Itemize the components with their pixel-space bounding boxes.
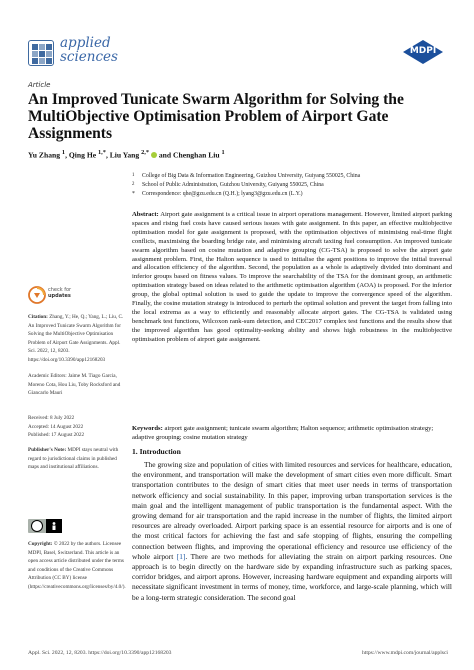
affiliation-row bbox=[132, 190, 452, 199]
journal-logo bbox=[28, 40, 54, 66]
author-name: Liu Yang bbox=[109, 150, 140, 160]
affiliation-symbol: * bbox=[132, 190, 135, 197]
citation-text[interactable]: Zhang, Y.; He, Q.; Yang, L.; Liu, C. An Improved Tunicate Swarm Algorithm for Solving the MultiObjective Optimisation Problem of Airport Gate Assignments. Appl. Sci. 2022, 12, 8203. https://doi.org/10.3390/app12168203 bbox=[28, 314, 124, 363]
author-affil: 1 bbox=[61, 149, 66, 156]
affiliations bbox=[132, 172, 452, 198]
orcid-icon[interactable] bbox=[151, 152, 157, 158]
journal-name-line2: sciences bbox=[60, 49, 118, 65]
updates-line2: updates bbox=[48, 293, 71, 299]
copyright bbox=[28, 540, 124, 592]
author-affil: 1,* bbox=[98, 149, 106, 156]
check-for-updates-label[interactable] bbox=[48, 287, 71, 299]
publisher-note bbox=[28, 446, 124, 472]
publisher-name: MDPI bbox=[409, 46, 437, 56]
section-heading: 1. Introduction bbox=[132, 447, 181, 456]
author-affil: 1 bbox=[221, 149, 225, 156]
author-affil: 2,* bbox=[141, 149, 150, 156]
received-date: Received: 8 July 2022 bbox=[28, 415, 75, 421]
copyright-label: Copyright: bbox=[28, 541, 53, 547]
citation bbox=[28, 313, 124, 365]
affiliation-text: College of Big Data & Information Engineering, Guizhou University, Guiyang 550025, China bbox=[142, 173, 361, 179]
author-name: Yu Zhang bbox=[28, 150, 61, 160]
publisher-note-text: MDPI stays neutral with regard to jurisdictional claims in published maps and institutional affiliations. bbox=[28, 447, 119, 471]
affiliation-symbol: 2 bbox=[132, 181, 135, 187]
page-footer bbox=[28, 650, 448, 656]
journal-name-line1: applied bbox=[60, 35, 111, 51]
intro-text: The growing size and population of cities with limited resources and services for healthcare, education, the environment, and transportation will make the development of smart cities even more difficult. Smart transportation contributes to the design of smart cities that meet user needs in terms of transportation network efficiency and social sustainability. In this paper, improving urban transportation services is the main goal and the intelligent management of public transportation is the fundamental aspect. With the growing demand for air transportation and the rapid increase in the number of flights, the limited airport resources are already overloaded. Airport parking space is an essential resource for airports and is one of the most critical factors for achieving the fast and safe stopping of flights, ensuring the compelling connection between flights, and improving the operational efficiency and resource use efficiency of the whole airport bbox=[132, 460, 452, 561]
journal-name bbox=[60, 36, 118, 64]
paper-title: An Improved Tunicate Swarm Algorithm for Solving the MultiObjective Optimisation Problem of Airport Gate Assignments bbox=[28, 91, 404, 142]
affiliation-text: School of Public Administration, Guizhou University, Guiyang 550025, China bbox=[142, 181, 324, 188]
cc-by-license-icon[interactable] bbox=[28, 519, 62, 533]
author-name: Qing He bbox=[68, 150, 97, 160]
academic-editors: Academic Editors: Jaime M. Tiago Garcia, Moreno Cota, Hou Liu, Toby Rocksford and Giancarlo Mauri bbox=[28, 373, 121, 397]
abstract-label: Abstract: bbox=[132, 211, 159, 218]
citation-label: Citation: bbox=[28, 314, 48, 320]
affiliation-symbol: 1 bbox=[132, 173, 135, 178]
reference-link[interactable]: [1] bbox=[176, 551, 186, 561]
author-name: and Chenghan Liu bbox=[158, 150, 220, 160]
keywords-label: Keywords: bbox=[132, 425, 163, 432]
correspondence-text[interactable]: Correspondence: qhe@gzu.edu.cn (Q.H.); lyang3@gzu.edu.cn (L.Y.) bbox=[142, 190, 303, 197]
copyright-text: © 2022 by the authors. Licensee MDPI, Basel, Switzerland. This article is an open access article distributed under the terms and conditions of the Creative Commons Attribution (CC BY) license (https://creativecommons.org/licenses/by/4.0/). bbox=[28, 541, 126, 590]
article-type: Article bbox=[28, 81, 51, 89]
author-list: Yu Zhang $^1$, Qing He $^{1,*}$, Liu Yang $^{2,*}$ and Chenghan Liu $^1$ bbox=[28, 149, 225, 160]
intro-paragraph bbox=[132, 460, 452, 603]
footer-journal-url[interactable]: https://www.mdpi.com/journal/applsci bbox=[361, 650, 448, 656]
keywords-text: airport gate assignment; tunicate swarm algorithm; Halton sequence; arithmetic optimisation strategy; adaptive grouping; cosine mutation strategy bbox=[132, 425, 434, 441]
published-date: Published: 17 August 2022 bbox=[28, 432, 85, 439]
accepted-date: Accepted: 14 August 2022 bbox=[28, 423, 84, 430]
keywords bbox=[132, 425, 452, 443]
updates-line1: check for bbox=[48, 287, 72, 293]
intro-text: . There are two methods for alleviating the strain on airport parking resources. One approach is to begin directly on the hardware side by expanding infrastructure such as parking spaces, corridor bridges, and airport aprons. However, increasing hardware equipment and expanding airports will necessitate significant investment in terms of money, time, workforce, and large-scale planning, which will be a long-term strategic consideration. The second goal bbox=[132, 551, 452, 602]
dates bbox=[28, 414, 124, 440]
publisher-note-label: Publisher's Note: bbox=[28, 447, 67, 453]
affiliation-row bbox=[132, 172, 452, 181]
abstract bbox=[132, 211, 452, 345]
abstract-text: Airport gate assignment is a critical issue in airport operations management. However, limited airport parking spaces and rising fuel costs have caused serious issues with gate assignment. In this paper, an effective multiobjective optimisation model for gate assignment is proposed, with the optimisation objectives of minimising real-time flight conflicts, maximising the boarding bridge rate, and minimising aircraft taxiing fuel consumption. An improved tunicate swarm algorithm based on cosine mutation and adaptive grouping (CG-TSA) is proposed to solve the airport gate assignment problem. First, the Halton sequence is used to initialise the agent positions to improve the initial traversal and allocation efficiency of the algorithm. Second, the population as a whole is adaptively divided into dominant and inferior groups based on fitness values. To improve the searchability of the TSA for the dominant group, an arithmetic optimisation strategy based on ideas related to the arithmetic optimisation algorithm (AOA) is proposed. For the inferior group, the global optimal solution is used to guide the update to improve the convergence speed of the algorithm. Finally, the cosine mutation strategy is introduced to perturb the optimal solution and prevent the target from falling into the local extrema as a way to efficiently and reasonably allocate airport gates. The CG-TSA is validated using benchmark test functions, Wilcoxon rank-sum detection, and CEC2017 complex test functions and the results show that the improved algorithm has good optimality-seeking ability and shows high robustness in the multiobjective optimisation problem of airport gate assignment. bbox=[132, 211, 452, 343]
affiliation-row bbox=[132, 181, 452, 190]
footer-citation[interactable]: Appl. Sci. 2022, 12, 8203. https://doi.org/10.3390/app12168203 bbox=[28, 650, 172, 656]
